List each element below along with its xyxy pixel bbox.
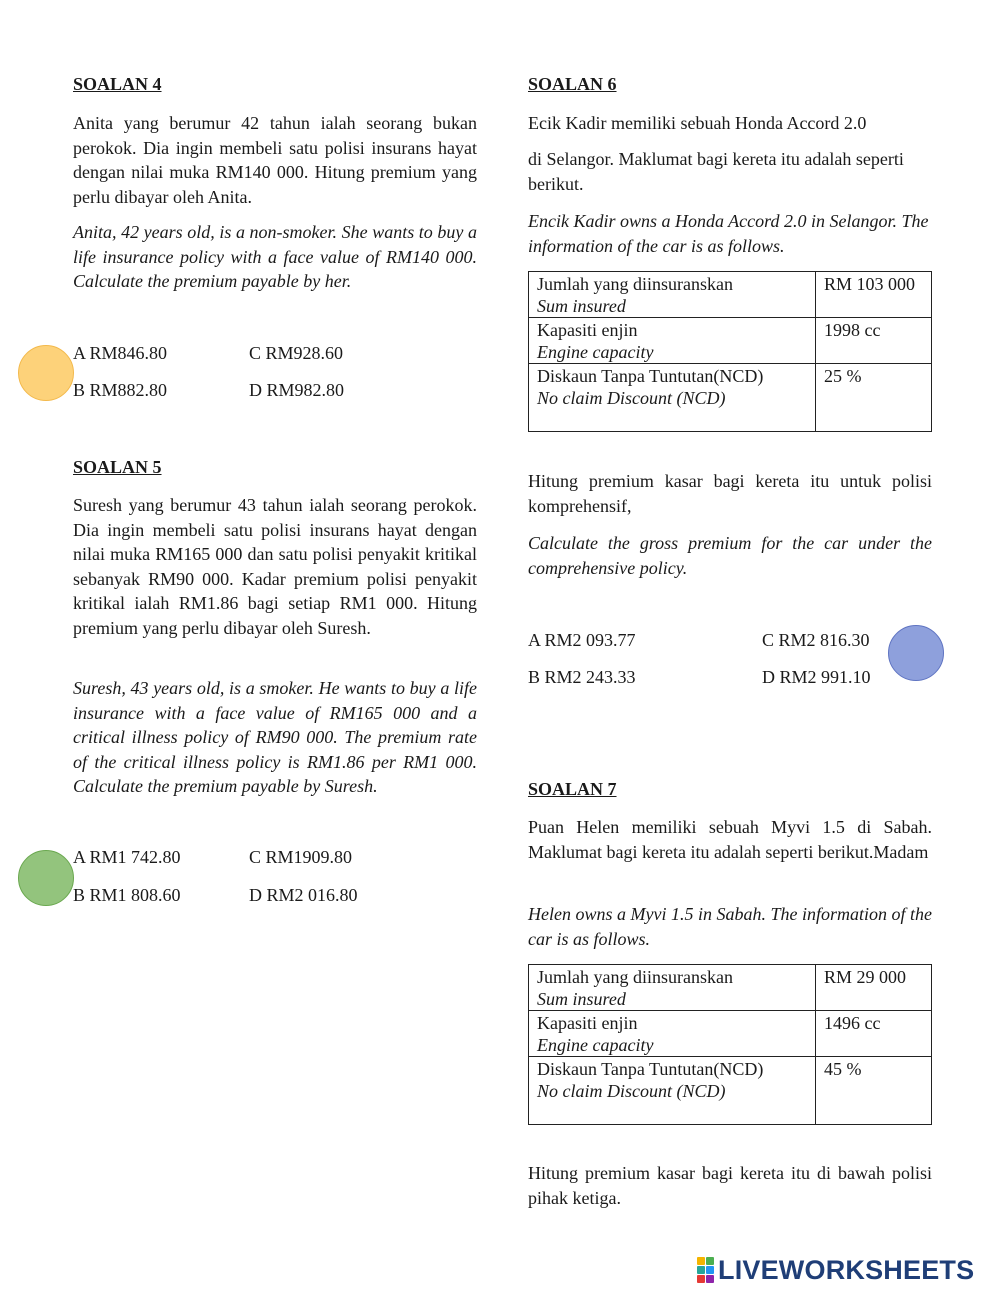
table-cell-label — [529, 1057, 816, 1125]
q5-option-a: A RM1 742.80 — [73, 847, 181, 867]
q4-heading: SOALAN 4 — [73, 74, 162, 94]
q4-option-a: A RM846.80 — [73, 343, 168, 363]
label-english: Engine capacity — [537, 1035, 654, 1055]
q4-text-english: Anita, 42 years old, is a non-smoker. She wants to buy a life insurance policy with a face value of RM140 000. Calculate the premium payable by her. — [73, 222, 477, 291]
table-cell-value: 1496 cc — [816, 1011, 932, 1057]
q5-heading: SOALAN 5 — [73, 457, 162, 477]
q4-option-d: D RM982.80 — [249, 380, 345, 400]
table-row — [529, 364, 932, 432]
q6-info-table — [528, 271, 932, 432]
liveworksheets-logo — [697, 1256, 974, 1284]
q7-text-malay: Puan Helen memiliki sebuah Myvi 1.5 di Sabah. Maklumat bagi kereta itu adalah seperti berikut.Madam — [528, 817, 932, 862]
table-row — [529, 1057, 932, 1125]
label-english: Sum insured — [537, 296, 626, 316]
table-cell-value: 45 % — [816, 1057, 932, 1125]
label-malay: Kapasiti enjin — [537, 320, 638, 340]
table-cell-label — [529, 272, 816, 318]
table-row — [529, 1011, 932, 1057]
q6-text-malay-line2: di Selangor. Maklumat bagi kereta itu adalah seperti berikut. — [528, 149, 904, 194]
label-malay: Jumlah yang diinsuranskan — [537, 967, 733, 987]
q4-option-b: B RM882.80 — [73, 380, 168, 400]
table-row — [529, 965, 932, 1011]
q6-option-a: A RM2 093.77 — [528, 630, 636, 650]
q6-option-c: C RM2 816.30 — [762, 630, 870, 650]
q6-question-malay: Hitung premium kasar bagi kereta itu untuk polisi komprehensif, — [528, 471, 932, 516]
q6-option-b: B RM2 243.33 — [528, 667, 636, 687]
label-malay: Kapasiti enjin — [537, 1013, 638, 1033]
table-row — [529, 272, 932, 318]
table-cell-label — [529, 364, 816, 432]
label-english: Engine capacity — [537, 342, 654, 362]
q6-option-d: D RM2 991.10 — [762, 667, 871, 687]
liveworksheets-logo-icon — [697, 1257, 714, 1283]
q5-option-c: C RM1909.80 — [249, 847, 353, 867]
table-cell-value: RM 103 000 — [816, 272, 932, 318]
q7-heading: SOALAN 7 — [528, 779, 617, 799]
q4-option-c: C RM928.60 — [249, 343, 344, 363]
table-row — [529, 318, 932, 364]
q4-text-malay: Anita yang berumur 42 tahun ialah seorang bukan perokok. Dia ingin membeli satu polisi insurans hayat dengan nilai muka RM140 000. Hitung premium yang perlu dibayar oleh Anita. — [73, 113, 477, 207]
q6-text-malay-line1: Ecik Kadir memiliki sebuah Honda Accord 2.0 — [528, 113, 867, 133]
liveworksheets-logo-text: LIVEWORKSHEETS — [718, 1255, 975, 1285]
q5-text-malay: Suresh yang berumur 43 tahun ialah seorang perokok. Dia ingin membeli satu polisi insurans hayat dengan nilai muka RM165 000 dan satu polisi penyakit kritikal sebanyak RM90 000. Kadar premium polisi penyakit kritikal ialah RM1.86 bagi setiap RM1 000. Hitung premium yang perlu dibayar oleh Suresh. — [73, 495, 477, 638]
table-cell-value: 1998 cc — [816, 318, 932, 364]
table-cell-label — [529, 1011, 816, 1057]
q5-text-english: Suresh, 43 years old, is a smoker. He wants to buy a life insurance with a face value of RM165 000 and a critical illness policy of RM90 000. The premium rate of the critical illness policy is RM1.86 per RM1 000. Calculate the premium payable by Suresh. — [73, 678, 477, 796]
table-cell-label — [529, 965, 816, 1011]
label-english: No claim Discount (NCD) — [537, 1081, 726, 1101]
q6-answer-drop-circle[interactable] — [888, 625, 944, 681]
q7-info-table — [528, 964, 932, 1125]
q6-question-english: Calculate the gross premium for the car under the comprehensive policy. — [528, 533, 932, 578]
q5-answer-drop-circle[interactable] — [18, 850, 74, 906]
label-malay: Jumlah yang diinsuranskan — [537, 274, 733, 294]
label-english: No claim Discount (NCD) — [537, 388, 726, 408]
q5-option-b: B RM1 808.60 — [73, 885, 181, 905]
table-cell-label — [529, 318, 816, 364]
label-malay: Diskaun Tanpa Tuntutan(NCD) — [537, 1059, 764, 1079]
label-malay: Diskaun Tanpa Tuntutan(NCD) — [537, 366, 764, 386]
q4-answer-drop-circle[interactable] — [18, 345, 74, 401]
q7-question-malay: Hitung premium kasar bagi kereta itu di bawah polisi pihak ketiga. — [528, 1163, 932, 1208]
q6-heading: SOALAN 6 — [528, 74, 617, 94]
q6-text-english: Encik Kadir owns a Honda Accord 2.0 in Selangor. The information of the car is as follows. — [528, 211, 929, 256]
table-cell-value: RM 29 000 — [816, 965, 932, 1011]
table-cell-value: 25 % — [816, 364, 932, 432]
q7-text-english: Helen owns a Myvi 1.5 in Sabah. The information of the car is as follows. — [528, 904, 932, 949]
label-english: Sum insured — [537, 989, 626, 1009]
q5-option-d: D RM2 016.80 — [249, 885, 358, 905]
